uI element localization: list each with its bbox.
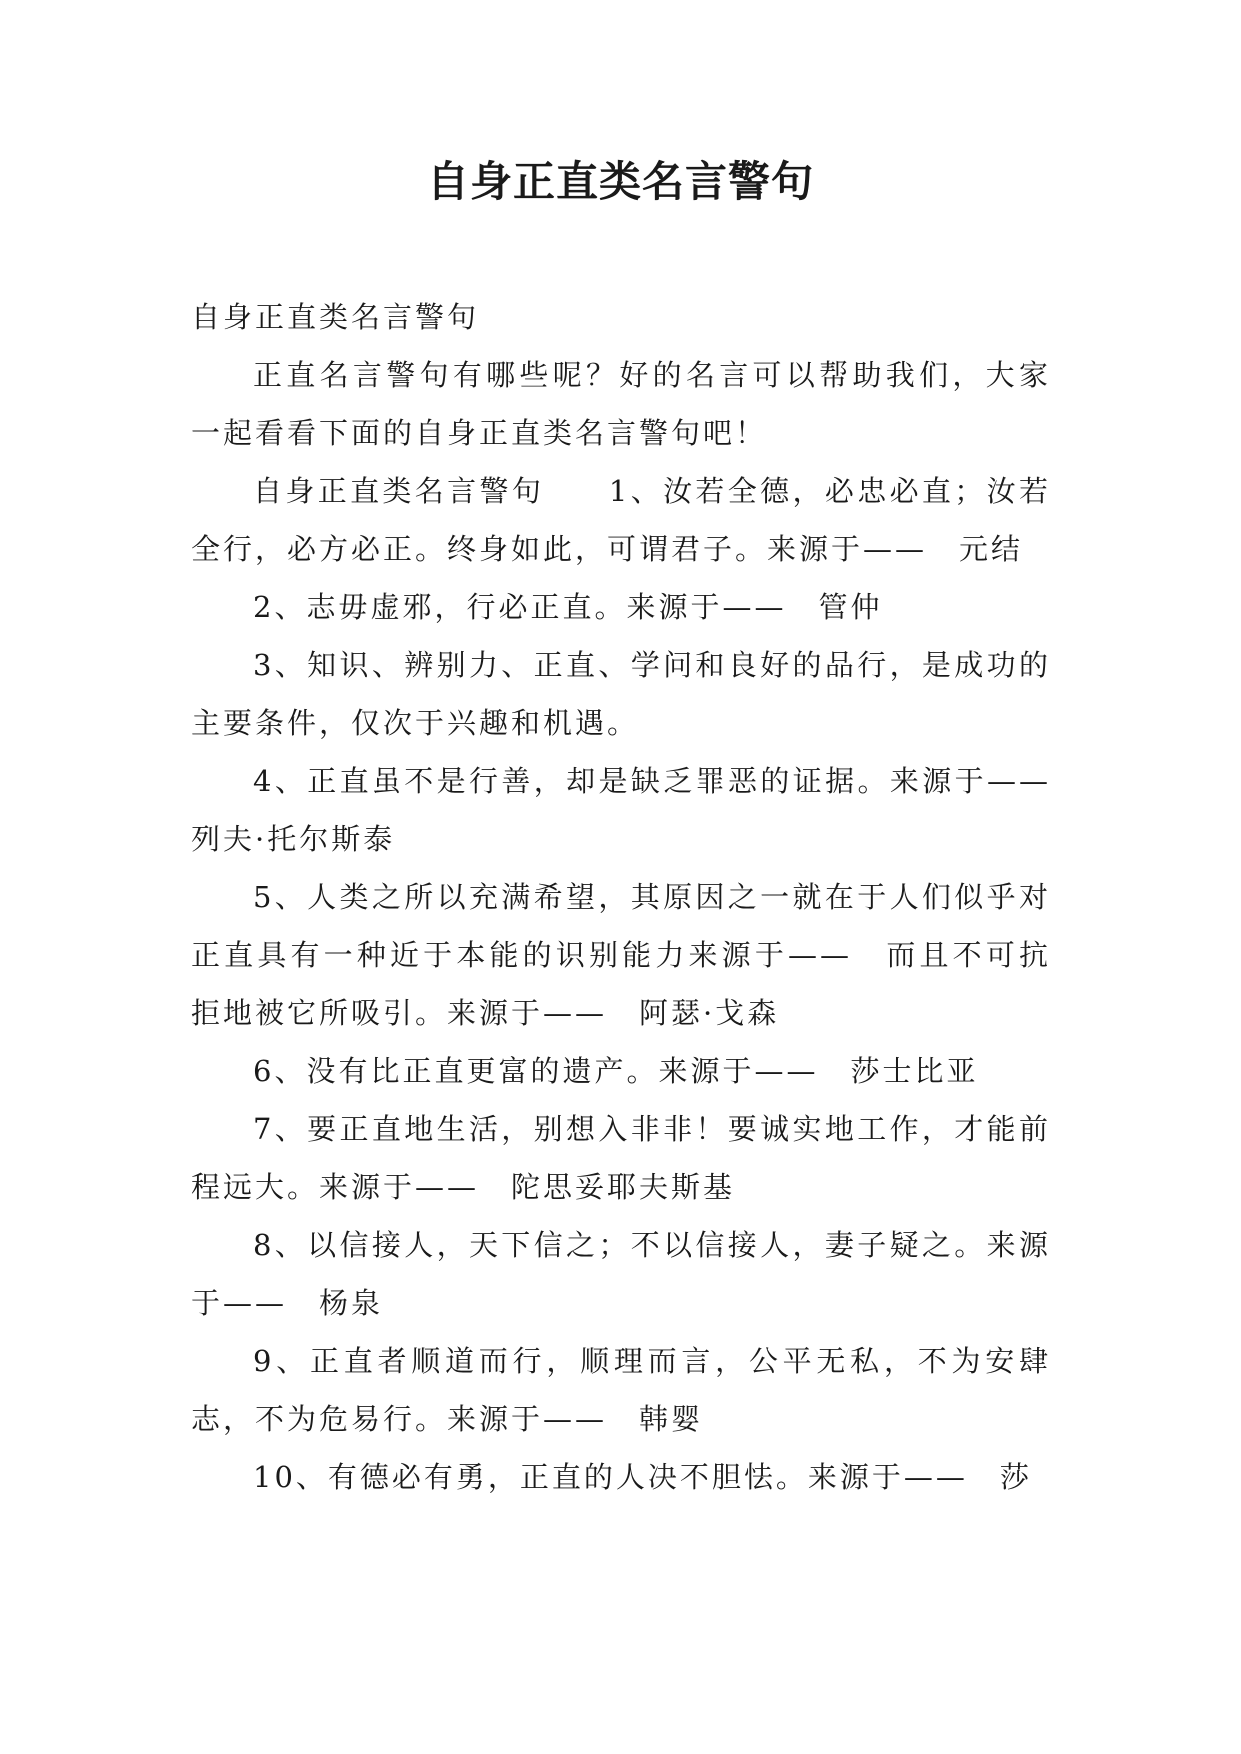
- document-body: [191, 288, 1084, 1506]
- quote-6: 6、没有比正直更富的遗产。来源于—— 莎士比亚: [253, 1054, 979, 1088]
- quote-3: 3、知识、辨别力、正直、学问和良好的品行，是成功的主要条件，仅次于兴趣和机遇。: [191, 648, 1051, 740]
- quote-8: 8、以信接人，天下信之；不以信接人，妻子疑之。来源于—— 杨泉: [191, 1228, 1051, 1320]
- quote-4: 4、正直虽不是行善，却是缺乏罪恶的证据。来源于—— 列夫·托尔斯泰: [191, 764, 1084, 856]
- paragraph-intro: 正直名言警句有哪些呢？好的名言可以帮助我们，大家一起看看下面的自身正直类名言警句吧！: [191, 358, 1051, 450]
- quote-2: 2、志毋虚邪，行必正直。来源于—— 管仲: [253, 590, 883, 624]
- quote-7: 7、要正直地生活，别想入非非！要诚实地工作，才能前程远大。来源于—— 陀思妥耶夫斯基: [191, 1112, 1051, 1204]
- quote-9: 9、正直者顺道而行，顺理而言，公平无私，不为安肆志，不为危易行。来源于—— 韩婴: [191, 1344, 1051, 1436]
- quote-10: 10、有德必有勇，正直的人决不胆怯。来源于—— 莎: [253, 1460, 1032, 1494]
- paragraph-heading: 自身正直类名言警句: [191, 300, 480, 334]
- quote-1: 自身正直类名言警句 1、汝若全德，必忠必直；汝若全行，必方必正。终身如此，可谓君子。来源于—— 元结: [191, 474, 1051, 566]
- quote-5: 5、人类之所以充满希望，其原因之一就在于人们似乎对正直具有一种近于本能的识别能力来源于—— 而且不可抗拒地被它所吸引。来源于—— 阿瑟·戈森: [191, 880, 1051, 1030]
- document-title: 自身正直类名言警句: [426, 157, 814, 206]
